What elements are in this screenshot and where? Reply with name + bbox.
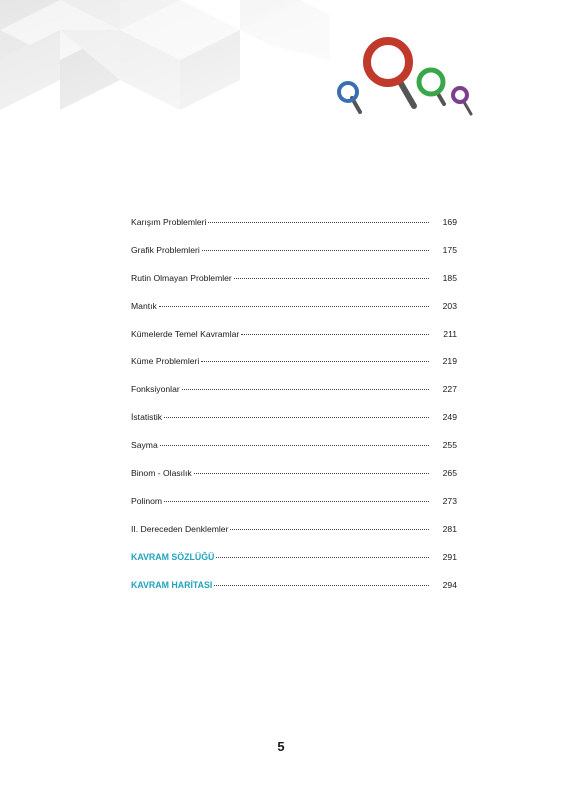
toc-entry-page: 203 [442, 300, 457, 311]
magnifier-logo-icon [326, 32, 476, 128]
toc-entry[interactable] [131, 440, 457, 468]
toc-entry-glossary[interactable] [131, 552, 457, 580]
toc-entry-title: Kümelerde Temel Kavramlar [131, 328, 240, 339]
toc-entry-page: 294 [442, 579, 457, 590]
toc-entry-title: Rutin Olmayan Problemler [131, 272, 232, 283]
toc-entry-title: Binom - Olasılık [131, 468, 192, 479]
toc-entry-page: 211 [443, 328, 457, 339]
toc-entry-title: İstatistik [131, 412, 163, 423]
toc-entry[interactable] [131, 329, 457, 357]
toc-entry[interactable] [131, 273, 457, 301]
toc-entry[interactable] [131, 217, 457, 245]
toc-entry-title: II. Dereceden Denklemler [131, 523, 229, 534]
toc-entry-title: Küme Problemleri [131, 356, 200, 367]
table-of-contents [131, 217, 457, 607]
cube-pattern-decoration [0, 0, 330, 120]
toc-entry[interactable] [131, 496, 457, 524]
toc-entry-page: 249 [442, 412, 457, 423]
toc-entry-page: 169 [442, 217, 457, 227]
dot-leader [164, 501, 429, 502]
dot-leader [208, 222, 429, 223]
dot-leader [216, 557, 429, 558]
toc-entry-concept-map[interactable] [131, 580, 457, 608]
toc-entry-page: 281 [442, 523, 457, 534]
dot-leader [159, 306, 429, 307]
toc-entry[interactable] [131, 356, 457, 384]
toc-entry-title: Mantık [131, 300, 157, 311]
toc-entry-title: Fonksiyonlar [131, 384, 180, 395]
toc-entry-page: 291 [442, 551, 457, 562]
toc-entry-page: 175 [442, 244, 457, 255]
dot-leader [201, 361, 429, 362]
toc-entry[interactable] [131, 468, 457, 496]
toc-entry[interactable] [131, 245, 457, 273]
dot-leader [194, 473, 429, 474]
dot-leader [241, 334, 429, 335]
dot-leader [202, 250, 429, 251]
dot-leader [214, 585, 429, 586]
toc-entry[interactable] [131, 412, 457, 440]
toc-entry[interactable] [131, 384, 457, 412]
toc-entry-title: Grafik Problemleri [131, 244, 200, 255]
dot-leader [230, 529, 429, 530]
toc-entry-title: KAVRAM HARİTASI [131, 579, 213, 590]
toc-entry-title: KAVRAM SÖZLÜĞÜ [131, 551, 215, 562]
page-number: 5 [277, 739, 285, 754]
toc-entry-page: 265 [442, 468, 457, 479]
toc-entry-page: 273 [442, 495, 457, 506]
toc-entry[interactable] [131, 301, 457, 329]
toc-entry-page: 255 [442, 440, 457, 451]
dot-leader [160, 445, 429, 446]
dot-leader [164, 417, 429, 418]
toc-entry-title: Sayma [131, 440, 158, 451]
dot-leader [234, 278, 429, 279]
toc-entry-page: 219 [442, 356, 457, 367]
dot-leader [182, 389, 429, 390]
toc-entry-page: 227 [442, 384, 457, 395]
toc-entry-page: 185 [442, 272, 457, 283]
toc-entry-title: Karışım Problemleri [131, 217, 207, 227]
toc-entry[interactable] [131, 524, 457, 552]
toc-entry-title: Polinom [131, 495, 163, 506]
